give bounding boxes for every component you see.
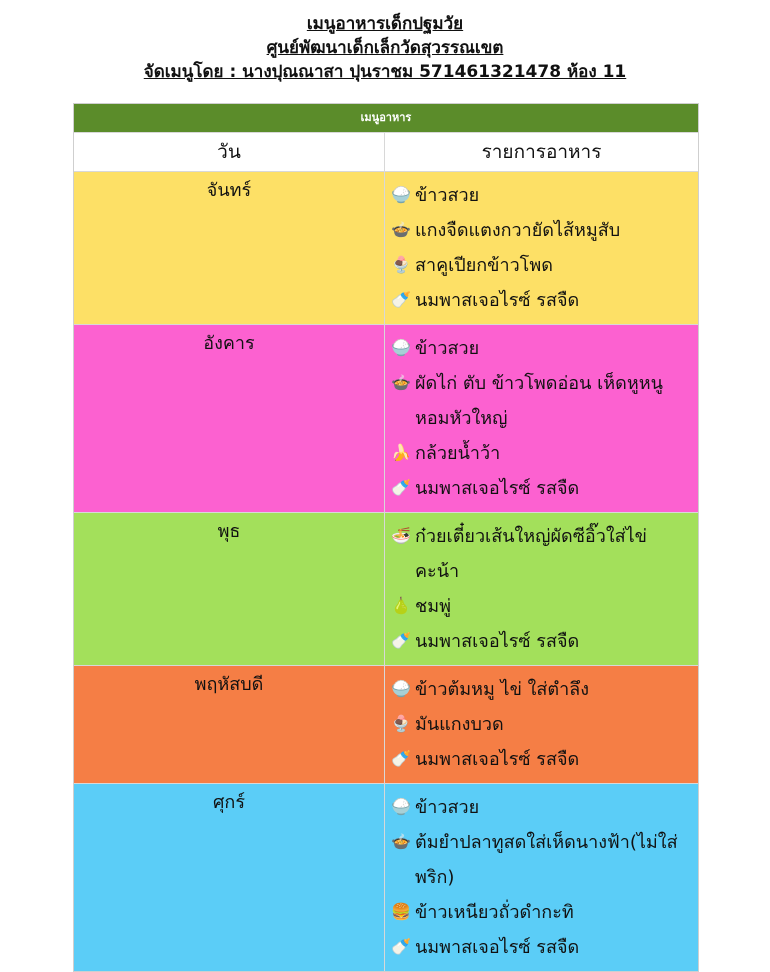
- column-header-items: รายการอาหาร: [481, 141, 602, 163]
- document-header: [0, 0, 770, 84]
- food-item-text: ข้าวเหนียวถั่วดำกะทิ: [415, 902, 574, 923]
- milk-bottle-icon: 🍼: [391, 290, 411, 309]
- soup-icon: 🍲: [391, 373, 411, 392]
- food-item-text: ต้มยำปลาทูสดใส่เห็ดนางฟ้า(ไม่ใส่พริก): [415, 832, 678, 888]
- table-row: [74, 171, 698, 324]
- table-body: [74, 171, 698, 971]
- milk-bottle-icon: 🍼: [391, 937, 411, 956]
- menu-title: เมนูอาหารเด็กปฐมวัย: [306, 14, 464, 34]
- dessert-icon: 🍨: [391, 255, 411, 274]
- dessert-icon: 🍨: [391, 714, 411, 733]
- day-cell: [74, 325, 385, 512]
- food-item-text: กล้วยน้ำว้า: [415, 443, 501, 464]
- noodle-icon: 🍜: [391, 526, 411, 545]
- food-item: [390, 283, 692, 318]
- food-item-text: นมพาสเจอไรซ์ รสจืด: [415, 290, 580, 311]
- food-item: [390, 248, 692, 283]
- food-item-text: แกงจืดแตงกวายัดไส้หมูสับ: [415, 220, 621, 241]
- food-item: [390, 672, 692, 707]
- items-cell: [385, 325, 698, 512]
- rice-bowl-icon: 🍚: [391, 185, 411, 204]
- table-title: เมนูอาหาร: [74, 104, 698, 132]
- day-cell: [74, 784, 385, 971]
- food-item-text: ผัดไก่ ตับ ข้าวโพดอ่อน เห็ดหูหนู หอมหัวใหญ่: [415, 373, 663, 429]
- food-item: [390, 436, 692, 471]
- items-cell: [385, 172, 698, 324]
- table-row: [74, 512, 698, 665]
- food-item: [390, 895, 692, 930]
- table-row: [74, 324, 698, 512]
- rice-bowl-icon: 🍚: [391, 797, 411, 816]
- food-item-text: สาคูเปียกข้าวโพด: [415, 255, 553, 276]
- food-item-text: ข้าวสวย: [415, 185, 480, 206]
- burger-icon: 🍔: [391, 902, 411, 921]
- food-item-text: นมพาสเจอไรซ์ รสจืด: [415, 749, 580, 770]
- food-item: [390, 366, 692, 436]
- rice-bowl-icon: 🍚: [391, 338, 411, 357]
- milk-bottle-icon: 🍼: [391, 631, 411, 650]
- food-item-text: นมพาสเจอไรซ์ รสจืด: [415, 631, 580, 652]
- day-label: อังคาร: [203, 333, 255, 354]
- day-cell: [74, 172, 385, 324]
- food-item: [390, 213, 692, 248]
- food-item-text: ข้าวสวย: [415, 338, 480, 359]
- day-cell: [74, 513, 385, 665]
- food-item: [390, 790, 692, 825]
- rice-bowl-icon: 🍚: [391, 679, 411, 698]
- food-item-text: ชมพู่: [415, 596, 451, 617]
- food-item: [390, 519, 692, 589]
- food-item: [390, 742, 692, 777]
- author-line: จัดเมนูโดย : นางปุณณาสา ปุนราชม 571461321478 ห้อง 11: [143, 62, 627, 82]
- day-label: ศุกร์: [213, 792, 245, 813]
- food-item: [390, 825, 692, 895]
- food-item: [390, 331, 692, 366]
- pear-icon: 🍐: [391, 596, 411, 615]
- soup-icon: 🍲: [391, 220, 411, 239]
- food-item-text: นมพาสเจอไรซ์ รสจืด: [415, 478, 580, 499]
- food-item: [390, 707, 692, 742]
- milk-bottle-icon: 🍼: [391, 478, 411, 497]
- food-item: [390, 624, 692, 659]
- items-cell: [385, 513, 698, 665]
- items-cell: [385, 784, 698, 971]
- table-header-row: [74, 132, 698, 171]
- center-name: ศูนย์พัฒนาเด็กเล็กวัดสุวรรณเขต: [266, 38, 504, 58]
- food-item-text: ก๋วยเตี๋ยวเส้นใหญ่ผัดซีอิ๊วใส่ไข่ คะน้า: [415, 526, 647, 582]
- food-item: [390, 471, 692, 506]
- food-item: [390, 589, 692, 624]
- table-row: [74, 783, 698, 971]
- milk-bottle-icon: 🍼: [391, 749, 411, 768]
- food-item-text: ข้าวสวย: [415, 797, 480, 818]
- table-row: [74, 665, 698, 783]
- food-item-text: มันแกงบวด: [415, 714, 504, 735]
- banana-icon: 🍌: [391, 443, 411, 462]
- food-item-text: ข้าวต้มหมู ไข่ ใส่ตำลึง: [415, 679, 589, 700]
- food-item-text: นมพาสเจอไรซ์ รสจืด: [415, 937, 580, 958]
- day-label: จันทร์: [206, 180, 252, 201]
- soup-icon: 🍲: [391, 832, 411, 851]
- day-label: พฤหัสบดี: [194, 674, 264, 695]
- day-cell: [74, 666, 385, 783]
- column-header-day: วัน: [74, 133, 385, 171]
- menu-table: [73, 103, 699, 972]
- food-item: [390, 178, 692, 213]
- day-label: พุธ: [217, 521, 241, 542]
- items-cell: [385, 666, 698, 783]
